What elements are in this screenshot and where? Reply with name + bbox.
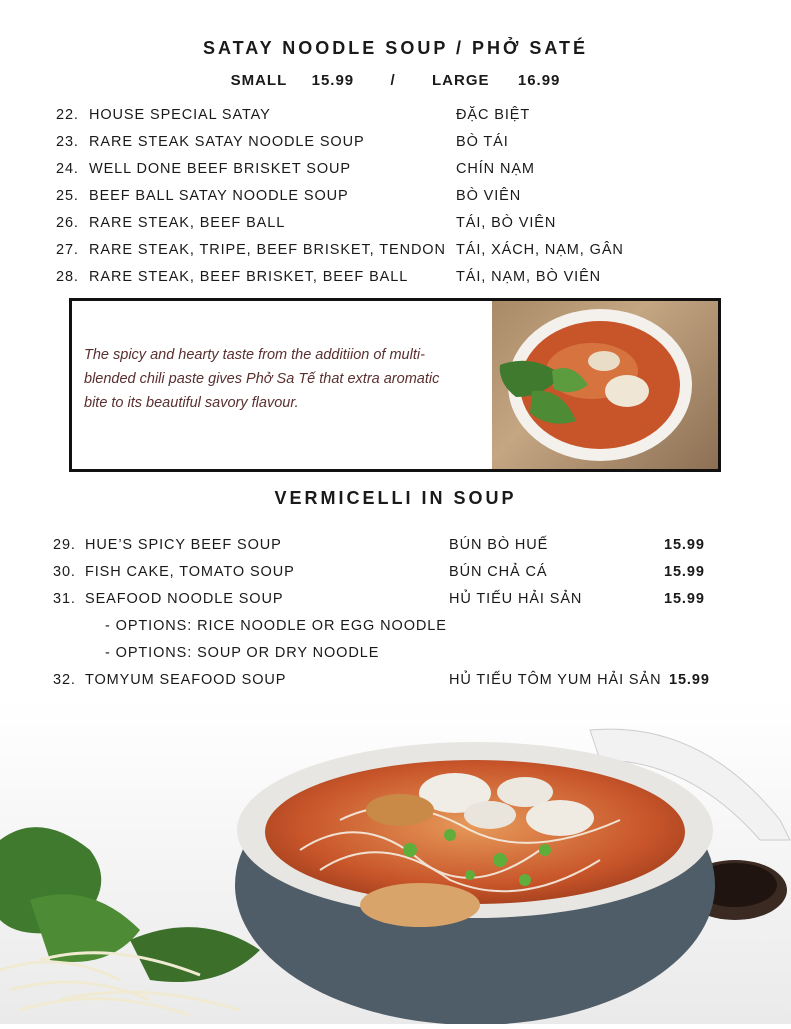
item-number: 27. [56, 242, 79, 258]
item-price: 15.99 [664, 537, 705, 553]
menu-item [56, 269, 716, 289]
item-english-name: RARE STEAK SATAY NOODLE SOUP [89, 134, 365, 150]
satay-section-title: SATAY NOODLE SOUP / PHỞ SATÉ [202, 38, 589, 58]
soup-bowl-photo [0, 700, 791, 1024]
item-english-name: BEEF BALL SATAY NOODLE SOUP [89, 188, 349, 204]
item-vietnamese-name: TÁI, NẠM, BÒ VIÊN [456, 269, 602, 285]
item-number: 24. [56, 161, 79, 177]
item-english-name: SEAFOOD NOODLE SOUP [85, 591, 284, 607]
menu-item [56, 134, 716, 154]
item-number: 25. [56, 188, 79, 204]
item-vietnamese-name: BÚN CHẢ CÁ [449, 564, 548, 580]
item-number: 23. [56, 134, 79, 150]
item-number: 28. [56, 269, 79, 285]
item-number: 26. [56, 215, 79, 231]
satay-bowl-photo [492, 301, 718, 469]
item-price: 15.99 [664, 591, 705, 607]
menu-item [53, 672, 713, 692]
large-label: LARGE [432, 72, 490, 89]
price-separator: / [390, 72, 396, 89]
small-label: SMALL [230, 72, 288, 89]
item-vietnamese-name: TÁI, XÁCH, NẠM, GÂN [456, 242, 624, 258]
small-price: 15.99 [311, 72, 355, 89]
satay-description-box [69, 298, 721, 472]
menu-item [56, 107, 716, 127]
menu-item [56, 242, 716, 262]
menu-option [105, 645, 605, 665]
item-number: 30. [53, 564, 76, 580]
item-english-name: RARE STEAK, BEEF BRISKET, BEEF BALL [89, 269, 409, 285]
item-number: 32. [53, 672, 76, 688]
satay-price-line [0, 72, 791, 89]
large-price: 16.99 [517, 72, 561, 89]
menu-item [56, 188, 716, 208]
option-text: - OPTIONS: RICE NOODLE OR EGG NOODLE [105, 618, 447, 634]
option-text: - OPTIONS: SOUP OR DRY NOODLE [105, 645, 380, 661]
item-english-name: FISH CAKE, TOMATO SOUP [85, 564, 295, 580]
item-english-name: HUE’S SPICY BEEF SOUP [85, 537, 282, 553]
item-number: 31. [53, 591, 76, 607]
item-vietnamese-name: HỦ TIẾU TÔM YUM HẢI SẢN [449, 672, 662, 688]
menu-item [53, 564, 713, 584]
item-english-name: WELL DONE BEEF BRISKET SOUP [89, 161, 351, 177]
menu-item [56, 215, 716, 235]
item-vietnamese-name: BÒ VIÊN [456, 188, 522, 204]
item-english-name: HOUSE SPECIAL SATAY [89, 107, 271, 123]
item-vietnamese-name: ĐẶC BIỆT [456, 107, 531, 123]
item-vietnamese-name: BÒ TÁI [456, 134, 509, 150]
item-price: 15.99 [664, 564, 705, 580]
item-number: 29. [53, 537, 76, 553]
item-vietnamese-name: BÚN BÒ HUẾ [449, 537, 549, 553]
item-price: 15.99 [669, 672, 710, 688]
soup-bowl-illustration [0, 700, 791, 1024]
item-english-name: RARE STEAK, TRIPE, BEEF BRISKET, TENDON [89, 242, 446, 258]
menu-item [53, 537, 713, 557]
item-english-name: RARE STEAK, BEEF BALL [89, 215, 286, 231]
satay-bowl-illustration [492, 301, 718, 469]
menu-option [105, 618, 605, 638]
item-english-name: TOMYUM SEAFOOD SOUP [85, 672, 287, 688]
menu-item [53, 591, 713, 611]
item-vietnamese-name: HỦ TIẾU HẢI SẢN [449, 591, 583, 607]
item-number: 22. [56, 107, 79, 123]
vermicelli-section-title: VERMICELLI IN SOUP [274, 488, 517, 508]
satay-description: The spicy and hearty taste from the additiion of multi-blended chili paste gives Phở Sa Tế that extra aromatic bite to its beautiful savory flavour. [84, 347, 440, 411]
item-vietnamese-name: TÁI, BÒ VIÊN [456, 215, 557, 231]
item-vietnamese-name: CHÍN NẠM [456, 161, 535, 177]
menu-item [56, 161, 716, 181]
